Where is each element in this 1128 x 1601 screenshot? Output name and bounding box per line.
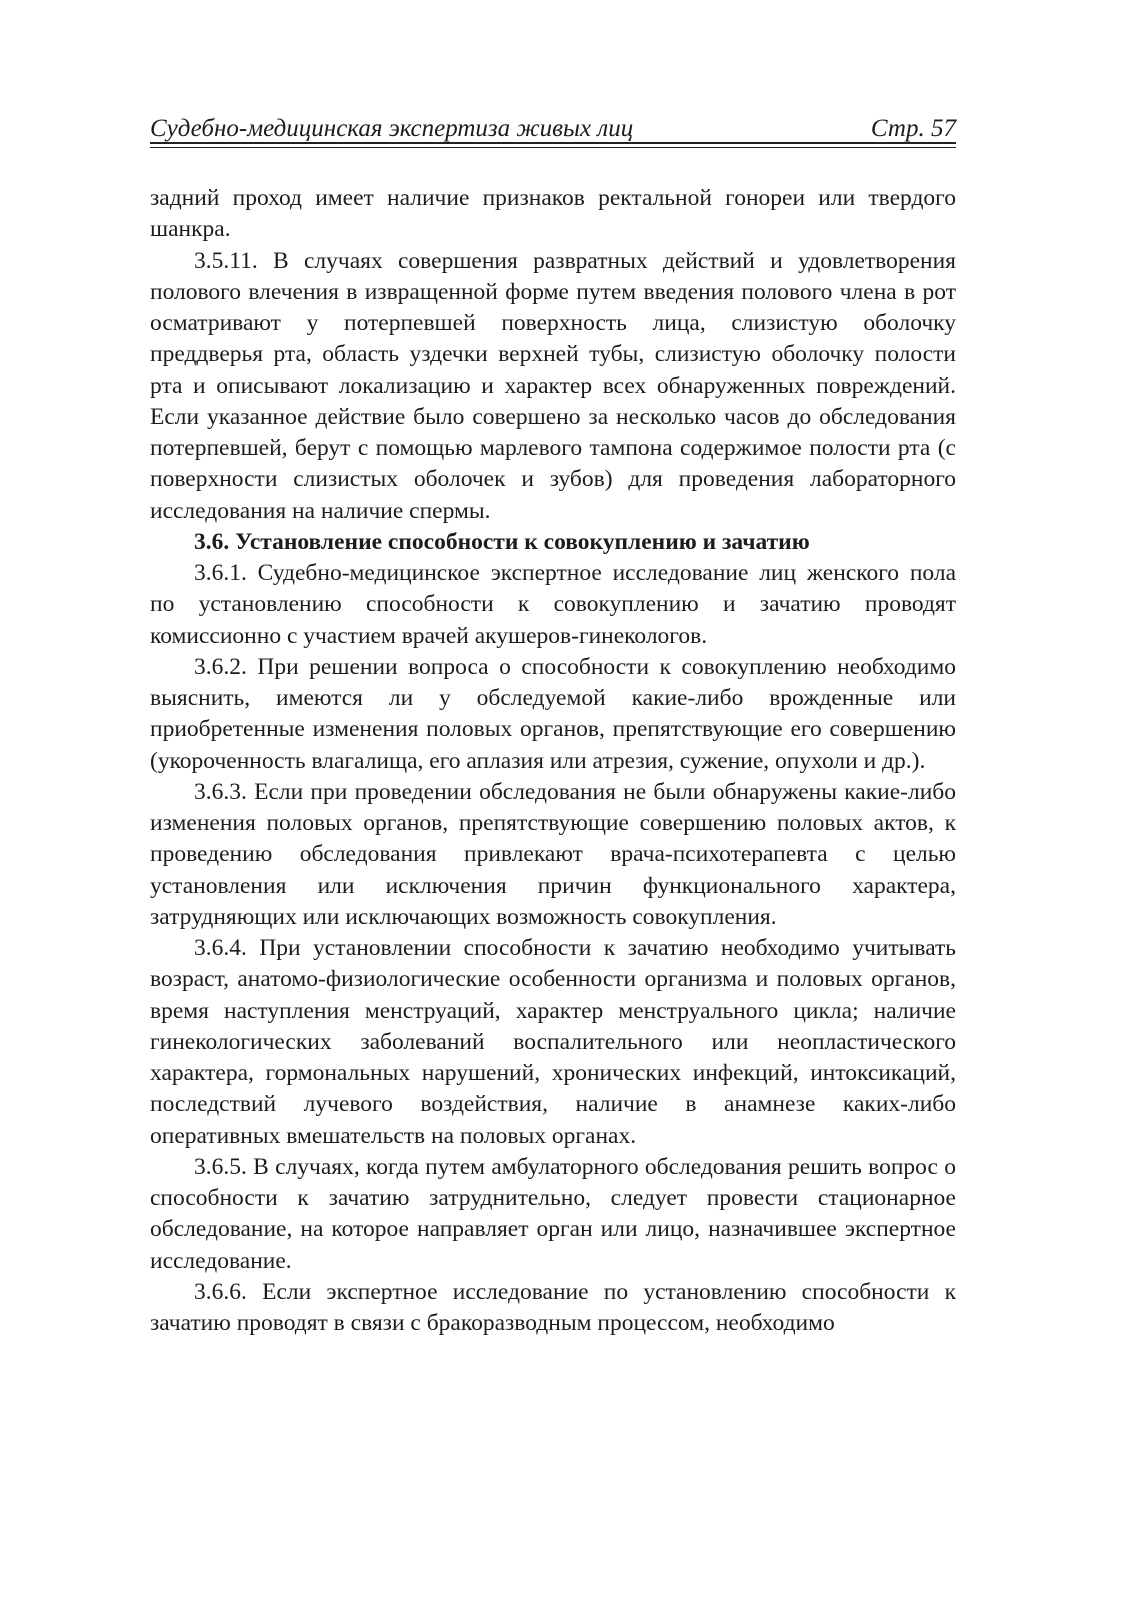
running-head: [150, 104, 956, 144]
paragraph-3-5-11: 3.5.11. В случаях совершения развратных действий и удовлетворения полового влечения в извращенной форме путем введения полового члена в рот осматривают у потерпевшей поверхность лица, слизистую оболочку преддверья рта, область уздечки верхней тубы, слизистую оболочку полости рта и описывают локализацию и характер всех обнаруженных повреждений. Если указанное действие было совершено за несколько часов до обследования потерпевшей, берут с помощью марлевого тампона содержимое полости рта (с поверхности слизистых оболочек и зубов) для проведения лабораторного исследования на наличие спермы.: [150, 247, 956, 524]
body-text: [150, 183, 956, 1339]
paragraph-3-6-2: 3.6.2. При решении вопроса о способности к совокуплению необходимо выяснить, имеются ли у обследуемой какие-либо врожденные или приобретенные изменения половых органов, препятствующие его совершению (укороченность влагалища, его аплазия или атрезия, сужение, опухоли и др.).: [150, 653, 956, 774]
paragraph-continuation: задний проход имеет наличие признаков ректальной гонореи или твердого шанкра.: [150, 185, 956, 243]
paragraph-3-6-3: 3.6.3. Если при проведении обследования не были обнаружены какие-либо изменения половых органов, препятствующие совершению половых актов, к проведению обследования привлекают врача-психотерапевта с целью установления или исключения причин функционального характера, затрудняющих или исключающих возможность совокупления.: [150, 778, 956, 930]
book-page: [150, 0, 956, 1601]
header-rule: [150, 142, 956, 148]
paragraph-3-6-1: 3.6.1. Судебно-медицинское экспертное исследование лиц женского пола по установлению способности к совокуплению и зачатию проводят комиссионно с участием врачей акушеров-гинекологов.: [150, 560, 956, 649]
paragraph-3-6-5: 3.6.5. В случаях, когда путем амбулаторного обследования решить вопрос о способности к зачатию затруднительно, следует провести стационарное обследование, на которое направляет орган или лицо, назначившее экспертное исследование.: [150, 1153, 956, 1274]
running-head-title: Судебно-медицинская экспертиза живых лиц: [150, 115, 634, 142]
page-number: Стр. 57: [870, 115, 956, 142]
section-heading-3-6: 3.6. Установление способности к совокуплению и зачатию: [194, 528, 810, 555]
paragraph-3-6-4: 3.6.4. При установлении способности к зачатию необходимо учитывать возраст, анатомо-физиологические особенности организма и половых органов, время наступления менструаций, характер менструального цикла; наличие гинекологических заболеваний воспалительного или неопластического характера, гормональных нарушений, хронических инфекций, интоксикаций, последствий лучевого воздействия, наличие в анамнезе каких-либо оперативных вмешательств на половых органах.: [150, 935, 956, 1149]
paragraph-3-6-6: 3.6.6. Если экспертное исследование по установлению способности к зачатию проводят в связи с бракоразводным процессом, необходимо: [150, 1278, 956, 1336]
